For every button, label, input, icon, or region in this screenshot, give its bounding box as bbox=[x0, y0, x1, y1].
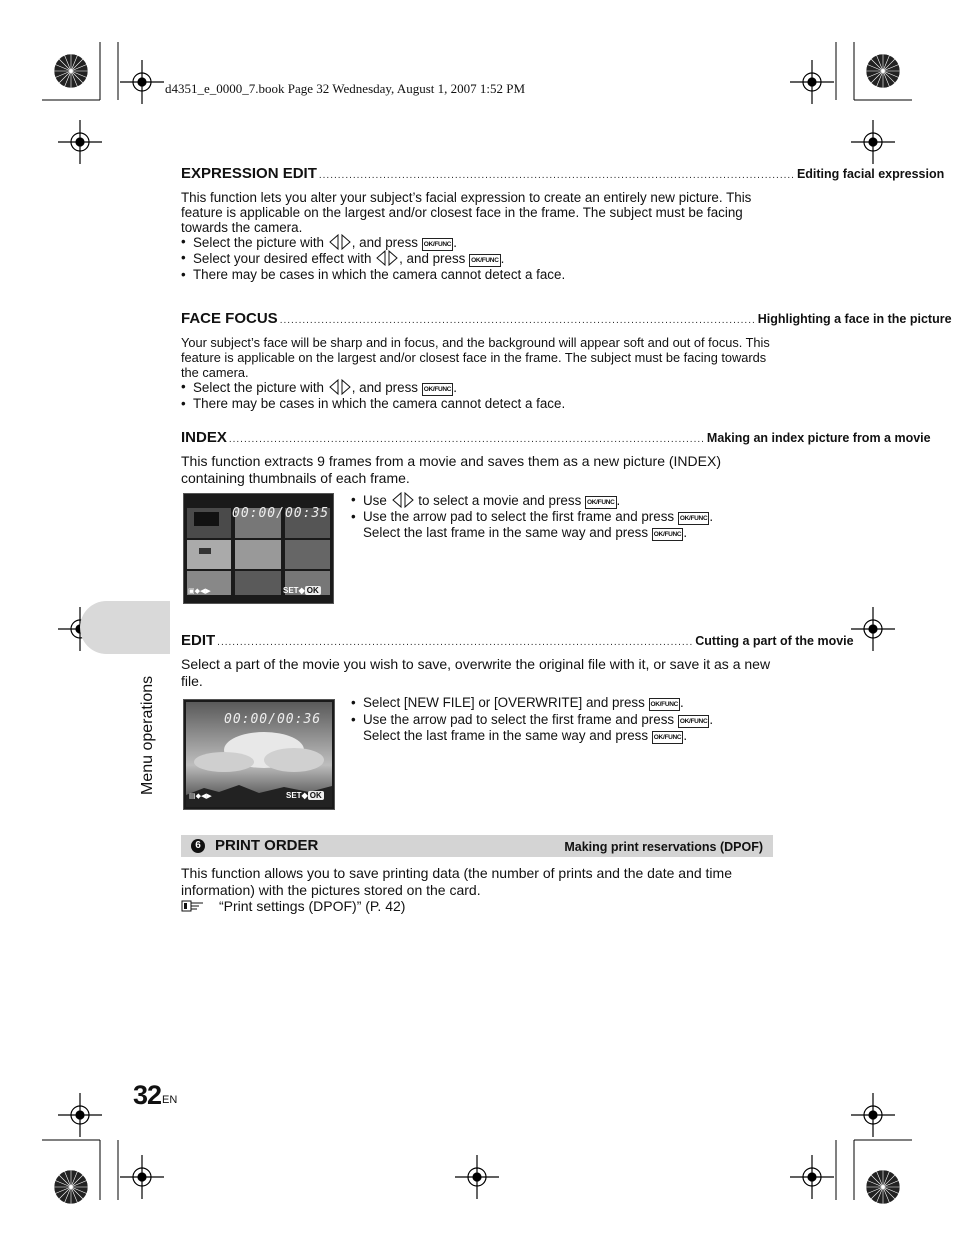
edit-screen-image bbox=[183, 699, 335, 810]
reference-text: “Print settings (DPOF)” (P. 42) bbox=[219, 898, 406, 914]
left-right-arrow-icon bbox=[328, 379, 352, 395]
ok-func-button-icon: OK/FUNC bbox=[678, 512, 710, 525]
section-title: FACE FOCUS bbox=[181, 310, 278, 327]
language-code: EN bbox=[162, 1094, 178, 1106]
section-title: PRINT ORDER bbox=[215, 837, 319, 854]
section-heading-expression-edit bbox=[181, 165, 945, 182]
left-right-arrow-icon bbox=[391, 492, 415, 508]
bullet-item: • Select the picture with , and press OK/FUNC . bbox=[181, 379, 613, 397]
ok-func-button-icon: OK/FUNC bbox=[422, 383, 454, 396]
ok-func-button-icon: OK/FUNC bbox=[585, 496, 617, 509]
bullet-item: • Select the picture with , and press OK/FUNC . bbox=[181, 234, 613, 252]
bullet-item: • Use to select a movie and press OK/FUNC . bbox=[351, 492, 783, 510]
timecode: 00:00/00:36 bbox=[224, 712, 322, 727]
section-desc: Highlighting a face in the picture bbox=[757, 312, 952, 326]
leader-dots: .............................................................................................................................. bbox=[217, 637, 694, 648]
ok-func-button-icon: OK/FUNC bbox=[678, 715, 710, 728]
section-heading-face-focus bbox=[181, 310, 952, 327]
nav-icons: ▤◆◀▶ bbox=[189, 793, 212, 800]
side-tab bbox=[80, 601, 170, 654]
bullet-item: • Use the arrow pad to select the first frame and press OK/FUNC . bbox=[351, 509, 783, 526]
pointing-hand-icon bbox=[181, 899, 205, 913]
ok-func-button-icon: OK/FUNC bbox=[652, 731, 684, 744]
timecode: 00:00/00:35 bbox=[232, 506, 330, 521]
nav-icons: ▣◆◀▶ bbox=[188, 588, 211, 595]
section-number-badge: 6 bbox=[191, 839, 205, 853]
section-heading-edit bbox=[181, 632, 854, 649]
section-desc: Editing facial expression bbox=[796, 167, 945, 181]
bullet-continuation: Select the last frame in the same way and press OK/FUNC . bbox=[363, 525, 688, 540]
set-label: SET◆ OK bbox=[283, 586, 319, 595]
left-right-arrow-icon bbox=[328, 234, 352, 250]
bullet-item: • Use the arrow pad to select the first frame and press OK/FUNC . bbox=[351, 712, 783, 729]
paragraph: This function allows you to save printing data (the number of prints and the date and time information) with the pictures stored on the card. bbox=[181, 865, 732, 898]
paragraph: This function lets you alter your subject’s facial expression to create an entirely new picture. This feature is applicable on the largest and/or closest face in the frame. The subject must be facing towards the camera. bbox=[181, 190, 752, 235]
section-heading-index bbox=[181, 429, 931, 446]
ok-func-button-icon: OK/FUNC bbox=[469, 254, 501, 267]
ok-func-button-icon: OK/FUNC bbox=[649, 698, 681, 711]
bullet-continuation: Select the last frame in the same way and press OK/FUNC . bbox=[363, 728, 688, 743]
index-screen-image bbox=[183, 493, 334, 604]
section-desc: Making print reservations (DPOF) bbox=[564, 840, 763, 854]
section-title: EXPRESSION EDIT bbox=[181, 165, 317, 182]
section-band-print-order bbox=[181, 835, 773, 857]
leader-dots: .............................................................................................................................. bbox=[318, 170, 795, 181]
side-tab-label: Menu operations bbox=[139, 675, 156, 795]
bullet-item: • There may be cases in which the camera cannot detect a face. bbox=[181, 396, 613, 413]
ok-func-button-icon: OK/FUNC bbox=[652, 528, 684, 541]
section-desc: Cutting a part of the movie bbox=[695, 634, 854, 648]
file-header: d4351_e_0000_7.book Page 32 Wednesday, August 1, 2007 1:52 PM bbox=[165, 81, 526, 96]
bullet-item: • There may be cases in which the camera cannot detect a face. bbox=[181, 267, 613, 284]
ok-func-button-icon: OK/FUNC bbox=[422, 238, 454, 251]
set-label: SET◆ OK bbox=[286, 791, 322, 800]
left-right-arrow-icon bbox=[375, 250, 399, 266]
paragraph: Select a part of the movie you wish to save, overwrite the original file with it, or save it as a new file. bbox=[181, 656, 771, 689]
leader-dots: .............................................................................................................................. bbox=[279, 315, 756, 326]
paragraph: This function extracts 9 frames from a movie and saves them as a new picture (INDEX) containing thumbnails of each frame. bbox=[181, 453, 721, 486]
paragraph: Your subject’s face will be sharp and in focus, and the background will appear soft and out of focus. This feature is applicable on the largest and/or closest face in the frame. The subject must be facing towards the camera. bbox=[181, 335, 770, 380]
section-desc: Making an index picture from a movie bbox=[706, 431, 931, 445]
leader-dots: .............................................................................................................................. bbox=[228, 434, 705, 445]
page-reference[interactable] bbox=[181, 898, 405, 914]
bullet-item: • Select your desired effect with , and press OK/FUNC . bbox=[181, 250, 613, 268]
page-number: 32 bbox=[133, 1080, 162, 1110]
bullet-item: • Select [NEW FILE] or [OVERWRITE] and press OK/FUNC . bbox=[351, 695, 783, 712]
section-title: INDEX bbox=[181, 429, 227, 446]
section-title: EDIT bbox=[181, 632, 216, 649]
